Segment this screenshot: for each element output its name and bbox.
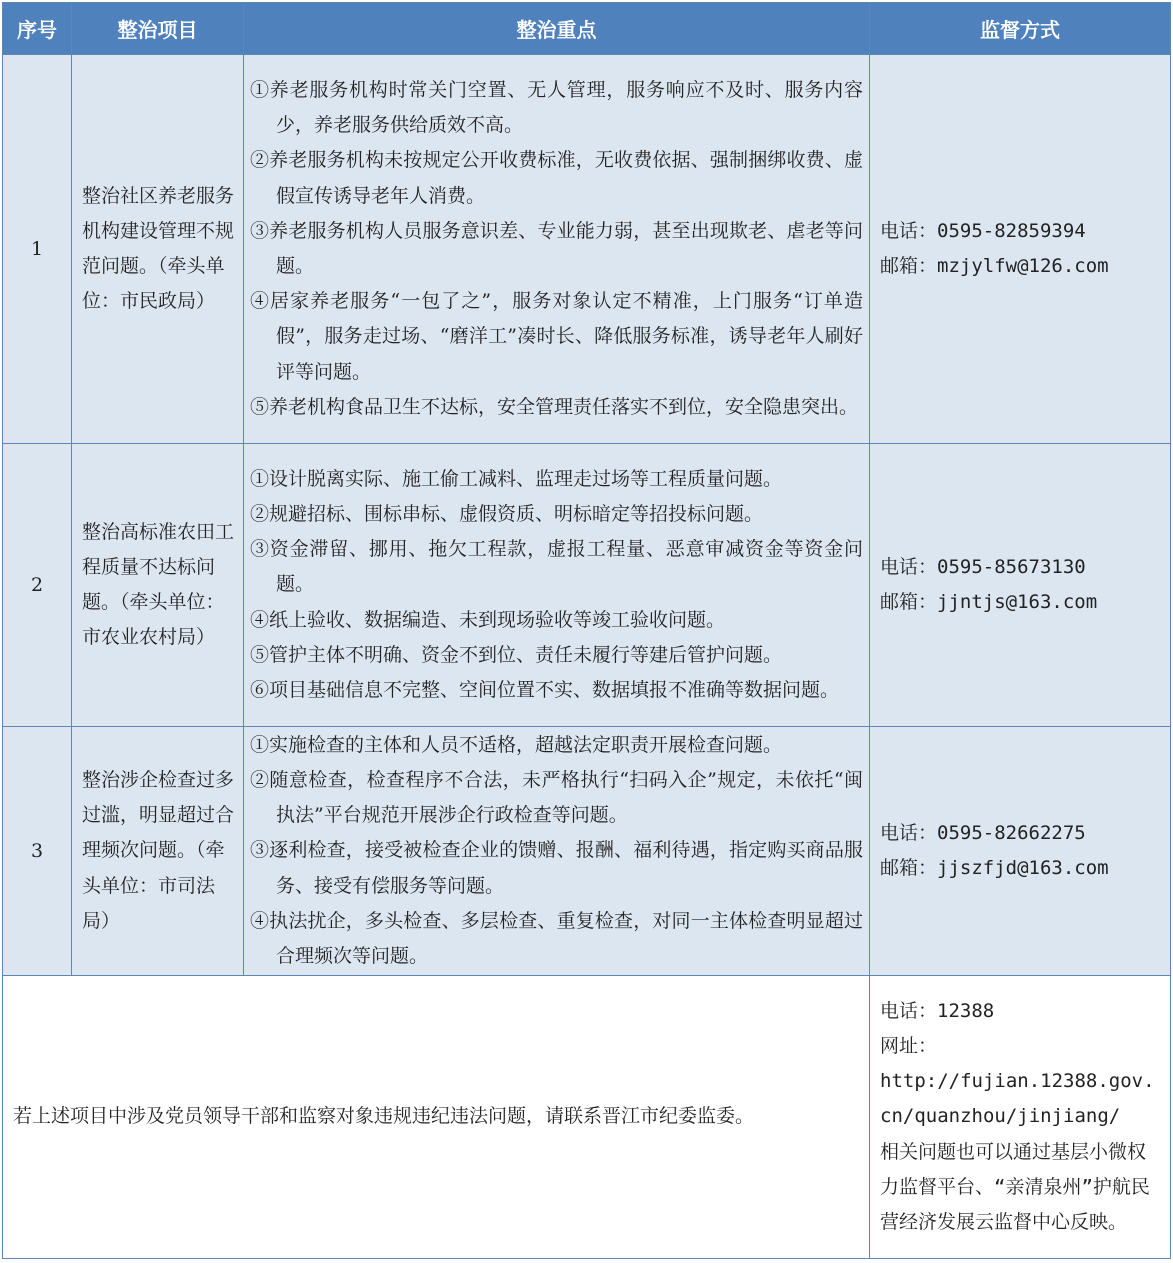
point-item: ②随意检查，检查程序不合法，未严格执行“扫码入企”规定，未依托“闽执法”平台规范开展涉企行政检查等问题。 [250,768,863,827]
point-item: ③资金滞留、挪用、拖欠工程款，虚报工程量、恶意审减资金等资金问题。 [250,538,863,596]
footer-extra: 相关问题也可以通过基层小微权力监督平台、“亲清泉州”护航民营经济发展云监督中心反映。 [880,1140,1150,1233]
table-row [3,727,1171,976]
contact-email: 邮箱：mzjylfw@126.com [880,255,1109,277]
row-contact [870,55,1171,444]
footer-contact [870,976,1171,1259]
row-contact [870,444,1171,727]
point-item: ③养老服务机构人员服务意识差、专业能力弱，甚至出现欺老、虐老等问题。 [250,219,863,277]
row-index: 3 [3,727,72,976]
point-item: ①养老服务机构时常关门空置、无人管理，服务响应不及时、服务内容少，养老服务供给质效不高。 [250,78,863,137]
contact-phone: 电话：0595-82859394 [880,219,1086,242]
row-item: 整治高标准农田工程质量不达标问题。（牵头单位：市农业农村局） [72,444,244,727]
contact-email: 邮箱：jjntjs@163.com [880,591,1098,613]
header-item: 整治项目 [72,3,244,55]
point-item: ⑥项目基础信息不完整、空间位置不实、数据填报不准确等数据问题。 [250,679,840,701]
point-item: ②养老服务机构未按规定公开收费标准，无收费依据、强制捆绑收费、虚假宣传诱导老年人消费。 [250,149,863,207]
row-points [244,727,870,976]
footer-site-url[interactable]: http://fujian.12388.gov.cn/quanzhou/jinjiang/ [880,1070,1155,1128]
header-contact: 监督方式 [870,3,1171,55]
footer-row [3,976,1171,1259]
supervision-table [2,2,1171,1259]
row-item: 整治社区养老服务机构建设管理不规范问题。（牵头单位：市民政局） [72,55,244,444]
footer-phone: 电话：12388 [880,999,995,1022]
footer-note: 若上述项目中涉及党员领导干部和监察对象违规违纪违法问题，请联系晋江市纪委监委。 [3,976,870,1259]
point-item: ①实施检查的主体和人员不适格，超越法定职责开展检查问题。 [250,733,783,756]
row-contact [870,727,1171,976]
point-item: ④执法扰企，多头检查、多层检查、重复检查，对同一主体检查明显超过合理频次等问题。 [250,909,863,967]
footer-site-label: 网址： [880,1034,938,1057]
point-item: ③逐利检查，接受被检查企业的馈赠、报酬、福利待遇，指定购买商品服务、接受有偿服务等问题。 [250,839,863,897]
row-points [244,55,870,444]
header-points: 整治重点 [244,3,870,55]
row-index: 2 [3,444,72,727]
row-item: 整治涉企检查过多过滥，明显超过合理频次问题。（牵头单位：市司法局） [72,727,244,976]
header-index: 序号 [3,3,72,55]
table-header-row [3,3,1171,55]
contact-phone: 电话：0595-85673130 [880,555,1086,578]
row-points [244,444,870,727]
point-item: ②规避招标、围标串标、虚假资质、明标暗定等招投标问题。 [250,502,764,525]
point-item: ④居家养老服务“一包了之”，服务对象认定不精准，上门服务“订单造假”，服务走过场、“磨洋工”凑时长、降低服务标准，诱导老年人刷好评等问题。 [250,290,863,383]
point-item: ⑤养老机构食品卫生不达标，安全管理责任落实不到位，安全隐患突出。 [250,395,859,418]
table-row [3,444,1171,727]
point-item: ①设计脱离实际、施工偷工减料、监理走过场等工程质量问题。 [250,467,783,490]
point-item: ④纸上验收、数据编造、未到现场验收等竣工验收问题。 [250,608,726,631]
row-index: 1 [3,55,72,444]
point-item: ⑤管护主体不明确、资金不到位、责任未履行等建后管护问题。 [250,643,783,666]
table-row [3,55,1171,444]
contact-email: 邮箱：jjszfjd@163.com [880,857,1109,879]
contact-phone: 电话：0595-82662275 [880,821,1086,844]
